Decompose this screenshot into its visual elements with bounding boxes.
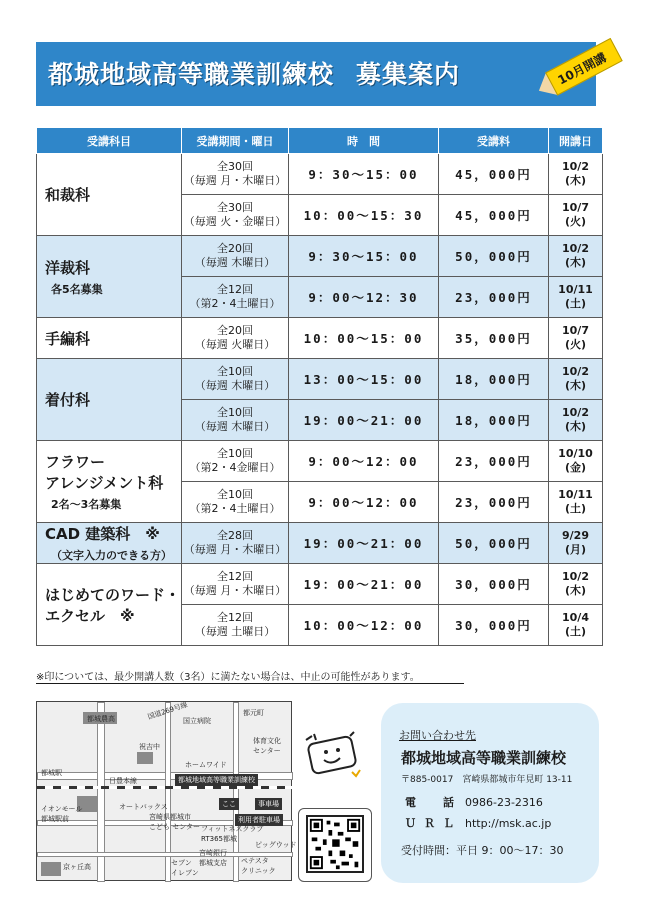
start-date: 10/2 (562, 365, 589, 379)
fee-cell: 23，000円 (439, 441, 549, 482)
map-label: 祝吉中 (139, 743, 160, 751)
map-label: 体育文化 センター (253, 737, 281, 755)
period-days: （毎週 火曜日） (194, 338, 276, 351)
subject-label: 手編科 (45, 329, 91, 348)
map-label: ペテスタ クリニック (241, 857, 276, 875)
map-label: 京ヶ丘高 (63, 863, 91, 871)
period-days: （毎週 木曜日） (194, 256, 276, 269)
header-fee: 受講料 (439, 128, 549, 154)
period-days: （毎週 月・木曜日） (183, 584, 287, 597)
contact-heading: お問い合わせ先 (399, 729, 476, 742)
period-cell (182, 523, 289, 564)
railway-line (37, 786, 293, 789)
period-cell (182, 564, 289, 605)
start-date: 10/10 (558, 447, 593, 461)
fee-cell: 50，000円 (439, 523, 549, 564)
period-cell (182, 441, 289, 482)
start-cell (549, 359, 603, 400)
period-days: （第2・4土曜日） (189, 502, 281, 515)
start-day: (土) (564, 502, 587, 515)
header-time: 時 間 (289, 128, 439, 154)
contact-phone-row (405, 794, 543, 810)
map-label: セブン イレブン (171, 859, 199, 877)
fee-cell: 50，000円 (439, 236, 549, 277)
subject-cad (37, 523, 182, 564)
period-count: 全12回 (217, 282, 253, 296)
period-count: 全30回 (217, 159, 253, 173)
fee-cell: 35，000円 (439, 318, 549, 359)
period-days: （毎週 月・木曜日） (183, 174, 287, 187)
subject-label: CAD 建築科 ※ (45, 525, 160, 543)
map-label: 宮崎銀行 都城支店 (199, 849, 227, 867)
recruit-title: 募集案内 (356, 60, 461, 89)
subject-flower (37, 441, 182, 523)
map-parking-marker: 事車場 (255, 798, 282, 810)
phone-label: 電 話 (405, 796, 462, 809)
start-cell (549, 195, 603, 236)
header-start: 開講日 (549, 128, 603, 154)
period-count: 全12回 (217, 569, 253, 583)
table-row (37, 359, 603, 400)
map-label: フィットネスクラブ RT365都城 (201, 825, 264, 843)
start-day: (火) (564, 338, 587, 351)
period-cell (182, 154, 289, 195)
period-days: （毎週 木曜日） (194, 379, 276, 392)
start-day: (木) (564, 420, 587, 433)
subject-wasai (37, 154, 182, 236)
period-days: （第2・4金曜日） (189, 461, 281, 474)
start-cell (549, 523, 603, 564)
time-cell: 9：00〜12：30 (289, 277, 439, 318)
start-day: (金) (564, 461, 587, 474)
fee-cell: 45，000円 (439, 154, 549, 195)
start-date: 9/29 (562, 529, 589, 543)
map-user-parking: 利用者駐車場 (235, 814, 283, 826)
map-label-route: 国道269号線 (146, 700, 189, 722)
cancellation-note: ※印については、最少開講人数（3名）に満たない場合は、中止の可能性があります。 (36, 672, 420, 683)
period-cell (182, 605, 289, 646)
start-cell (549, 277, 603, 318)
note-underline (36, 683, 464, 684)
table-row (37, 441, 603, 482)
table-row (37, 236, 603, 277)
map-label: 国立病院 (183, 717, 211, 725)
start-cell (549, 564, 603, 605)
time-cell: 19：00〜21：00 (289, 564, 439, 605)
period-count: 全20回 (217, 241, 253, 255)
time-cell: 10：00〜15：30 (289, 195, 439, 236)
page-title (48, 55, 460, 91)
time-cell: 10：00〜15：00 (289, 318, 439, 359)
time-cell: 9：00〜12：00 (289, 482, 439, 523)
subject-label: 着付科 (45, 391, 91, 409)
subject-label-2: エクセル ※ (45, 606, 135, 625)
subject-label: はじめてのワード・ (45, 585, 181, 604)
table-row (37, 564, 603, 605)
subject-note: 2名〜3名募集 (51, 498, 122, 511)
period-days: （毎週 木曜日） (194, 420, 276, 433)
period-days: （第2・4土曜日） (189, 297, 281, 310)
time-cell: 9：30〜15：00 (289, 236, 439, 277)
fee-cell: 23，000円 (439, 482, 549, 523)
start-cell (549, 400, 603, 441)
subject-note: 各5名募集 (51, 282, 103, 296)
start-cell (549, 605, 603, 646)
start-cell (549, 318, 603, 359)
subject-teami (37, 318, 182, 359)
subject-word (37, 564, 182, 646)
period-cell (182, 277, 289, 318)
school-title: 都城地域高等職業訓練校 (48, 60, 335, 89)
time-cell: 19：00〜21：00 (289, 523, 439, 564)
time-cell: 10：00〜12：00 (289, 605, 439, 646)
subject-label: フラワー (45, 453, 106, 471)
start-cell (549, 154, 603, 195)
map-label: 都城農高 (87, 715, 115, 723)
map-label: 都元町 (243, 709, 264, 717)
period-count: 全28回 (217, 528, 253, 542)
map-label: 日豊本線 (109, 777, 137, 785)
fee-cell: 23，000円 (439, 277, 549, 318)
table-row (37, 154, 603, 195)
start-cell (549, 482, 603, 523)
period-count: 全10回 (217, 364, 253, 378)
period-cell (182, 195, 289, 236)
contact-url-row (405, 815, 551, 831)
period-cell (182, 482, 289, 523)
map-building (137, 752, 153, 764)
opening-month-label: 10月開講 (555, 50, 609, 88)
map-school-marker: 都城地域高等職業訓練校 (175, 774, 258, 786)
subject-label-2: アレンジメント科 (45, 474, 164, 492)
map-label: オートバックス (119, 803, 168, 811)
qr-code-icon (306, 815, 364, 873)
fee-cell: 30，000円 (439, 564, 549, 605)
contact-box (381, 703, 599, 883)
phone-number[interactable]: 0986-23-2316 (465, 796, 543, 809)
url-label: ＵＲＬ (405, 817, 462, 830)
map-label: 都城駅 (41, 769, 62, 777)
title-banner (36, 42, 596, 106)
start-date: 10/11 (558, 283, 593, 297)
period-cell (182, 318, 289, 359)
contact-address: 〒885-0017 宮崎県都城市年見町 13-11 (401, 775, 573, 785)
period-count: 全10回 (217, 405, 253, 419)
start-date: 10/7 (562, 201, 589, 215)
period-days: （毎週 火・金曜日） (183, 215, 287, 228)
fee-cell: 18，000円 (439, 359, 549, 400)
subject-yosai (37, 236, 182, 318)
map-building (41, 862, 61, 876)
map-label: 宮崎県都城市 こども センター (149, 813, 200, 831)
period-count: 全30回 (217, 200, 253, 214)
period-count: 全10回 (217, 487, 253, 501)
course-table (36, 127, 603, 646)
period-count: 全12回 (217, 610, 253, 624)
time-cell: 9：30〜15：00 (289, 154, 439, 195)
fee-cell: 45，000円 (439, 195, 549, 236)
start-date: 10/2 (562, 406, 589, 420)
header-subject: 受講科目 (37, 128, 182, 154)
time-cell: 13：00〜15：00 (289, 359, 439, 400)
subject-kitsuke (37, 359, 182, 441)
fee-cell: 30，000円 (439, 605, 549, 646)
start-day: (木) (564, 256, 587, 269)
period-cell (182, 359, 289, 400)
time-cell: 19：00〜21：00 (289, 400, 439, 441)
period-days: （毎週 月・木曜日） (183, 543, 287, 556)
start-day: (木) (564, 584, 587, 597)
subject-label: 和裁科 (45, 186, 91, 204)
start-date: 10/2 (562, 160, 589, 174)
reception-hours: 受付時間：平日 9：00〜17：30 (401, 844, 564, 857)
start-date: 10/7 (562, 324, 589, 338)
start-date: 10/11 (558, 488, 593, 502)
period-cell (182, 236, 289, 277)
start-day: (木) (564, 379, 587, 392)
map-label: イオンモール 都城駅前 (41, 805, 83, 823)
start-date: 10/2 (562, 570, 589, 584)
start-date: 10/2 (562, 242, 589, 256)
period-cell (182, 400, 289, 441)
start-day: (土) (564, 625, 587, 638)
period-count: 全10回 (217, 446, 253, 460)
start-cell (549, 441, 603, 482)
table-row (37, 318, 603, 359)
access-map (36, 700, 297, 881)
start-day: (土) (564, 297, 587, 310)
start-cell (549, 236, 603, 277)
start-day: (月) (564, 543, 587, 556)
header-period: 受講期間・曜日 (182, 128, 289, 154)
start-date: 10/4 (562, 611, 589, 625)
fee-cell: 18，000円 (439, 400, 549, 441)
map-label: ホームワイド (185, 761, 227, 769)
start-day: (火) (564, 215, 587, 228)
period-count: 全20回 (217, 323, 253, 337)
table-row (37, 523, 603, 564)
start-day: (木) (564, 174, 587, 187)
subject-note: （文字入力のできる方） (51, 549, 172, 562)
subject-label: 洋裁科 (45, 258, 91, 277)
table-header-row (37, 128, 603, 154)
phone-mascot-icon (302, 732, 362, 780)
time-cell: 9：00〜12：00 (289, 441, 439, 482)
contact-school-name: 都城地域高等職業訓練校 (401, 749, 567, 767)
map-here-marker: ここ (219, 798, 239, 810)
map-label: ピッグウッド (255, 841, 297, 849)
period-days: （毎週 土曜日） (194, 625, 276, 638)
website-link[interactable]: http://msk.ac.jp (465, 817, 552, 830)
